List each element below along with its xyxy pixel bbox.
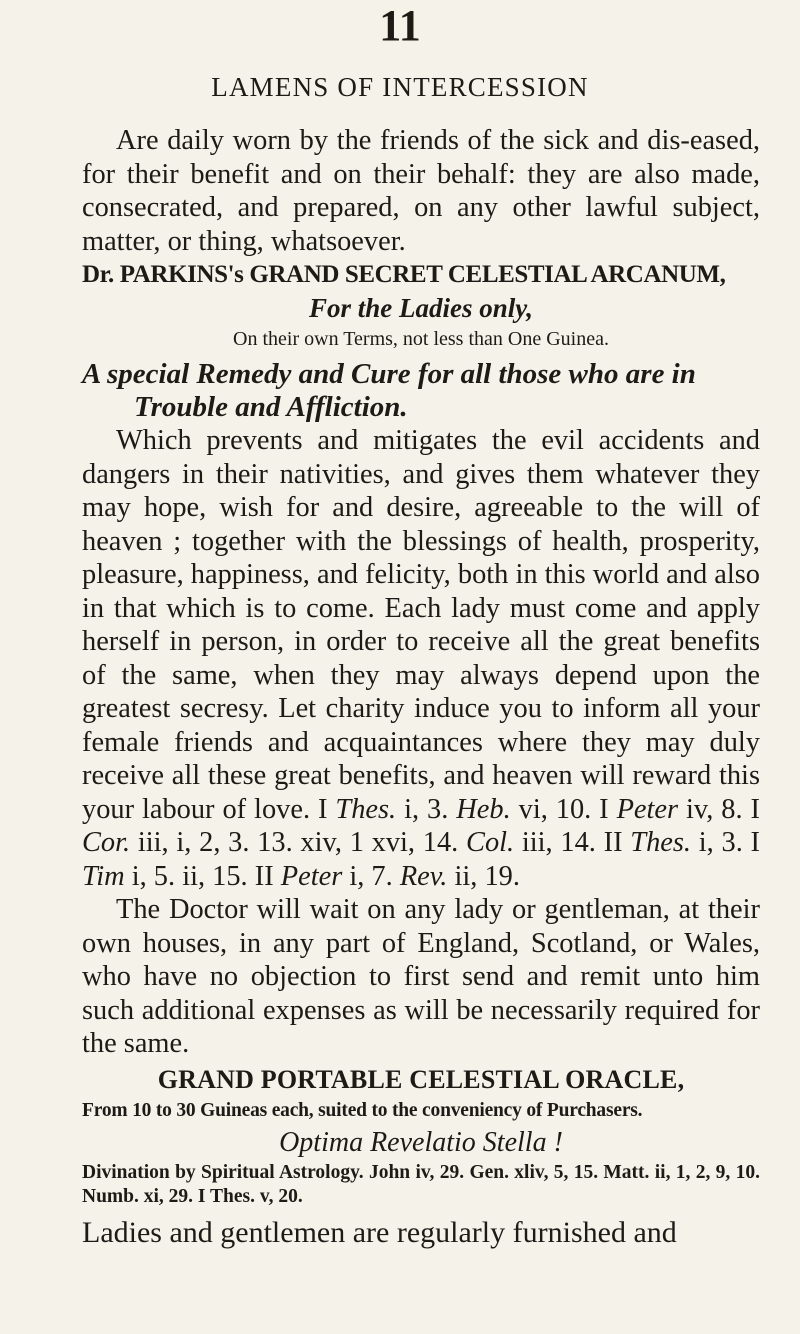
special-remedy-line2: Trouble and Affliction.	[134, 391, 408, 423]
oracle-motto: Optima Revelatio Stella !	[279, 1126, 563, 1158]
page-heading: LAMENS OF INTERCESSION	[211, 72, 589, 102]
reference-book: Heb.	[456, 793, 511, 825]
special-remedy-heading	[82, 358, 760, 424]
reference-book: Thes.	[335, 793, 397, 825]
reference-citation: I	[310, 793, 336, 825]
reference-book: Tim	[82, 860, 125, 892]
intro-paragraph: Are daily worn by the friends of the sick and dis-eased, for their benefit and on their behalf: they are also made, consecrated, and prepared, on any other lawful subject, matter, or thing, whatsoever.	[82, 125, 760, 257]
reference-citation: i, 7.	[342, 860, 400, 892]
reference-citation: iii, i, 2, 3. 13. xiv, 1 xvi, 14.	[130, 827, 467, 858]
reference-book: Col.	[466, 827, 515, 858]
reference-citation: vi, 10. I	[510, 793, 617, 825]
reference-book: Rev.	[399, 860, 448, 892]
reference-book: Peter	[616, 793, 679, 825]
divination-references: Divination by Spiritual Astrology. John iv, 29. Gen. xliv, 5, 15. Matt. ii, 1, 2, 9, 10. Numb. xi, 29. I Thes. v, 20.	[82, 1161, 760, 1207]
reference-citation: i, 3. I	[691, 827, 760, 858]
reference-book: Cor.	[82, 827, 131, 858]
body-text: Which prevents and mitigates the evil accidents and dangers in their nativities, and gives them whatever they may hope, wish for and desire, agreeable to the will of heaven ; together with the blessings of health, prosperity, pleasure, happiness, and felicity, both in this world and also in that which is to come. Each lady must come and apply herself in person, in order to receive all the great benefits of the same, when they may always depend upon the greatest secresy. Let charity induce you to inform all your female friends and acquaintances where they may duly receive all these great benefits, and heaven will reward this your labour of love.	[82, 425, 760, 825]
reference-citation: iii, 14. II	[514, 827, 631, 858]
reference-citation: iv, 8. I	[678, 793, 761, 825]
doctor-paragraph: The Doctor will wait on any lady or gentleman, at their own houses, in any part of England, Scotland, or Wales, who have no objection to first send and remit unto him such additional expenses as will be necessarily required for the same.	[82, 894, 760, 1059]
oracle-title: GRAND PORTABLE CELESTIAL ORACLE,	[157, 1064, 685, 1094]
arcanum-terms: On their own Terms, not less than One Guinea.	[233, 328, 609, 350]
closing-line: Ladies and gentlemen are regularly furnished and	[82, 1215, 677, 1249]
body-paragraph	[82, 424, 760, 893]
reference-citation: i, 5. ii, 15. II	[124, 860, 281, 892]
page-content	[82, 124, 760, 1251]
reference-book: Thes.	[630, 827, 692, 858]
reference-book: Peter	[280, 860, 343, 892]
reference-citation: i, 3.	[396, 793, 457, 825]
special-remedy-line1: A special Remedy and Cure for all those who are in	[82, 358, 696, 390]
arcanum-subtitle: For the Ladies only,	[308, 293, 533, 323]
oracle-price: From 10 to 30 Guineas each, suited to the conveniency of Purchasers.	[82, 1099, 643, 1121]
arcanum-title: Dr. PARKINS's GRAND SECRET CELESTIAL ARCANUM,	[82, 261, 726, 288]
page-number: 11	[379, 1, 421, 50]
reference-citation: ii, 19.	[447, 860, 520, 892]
